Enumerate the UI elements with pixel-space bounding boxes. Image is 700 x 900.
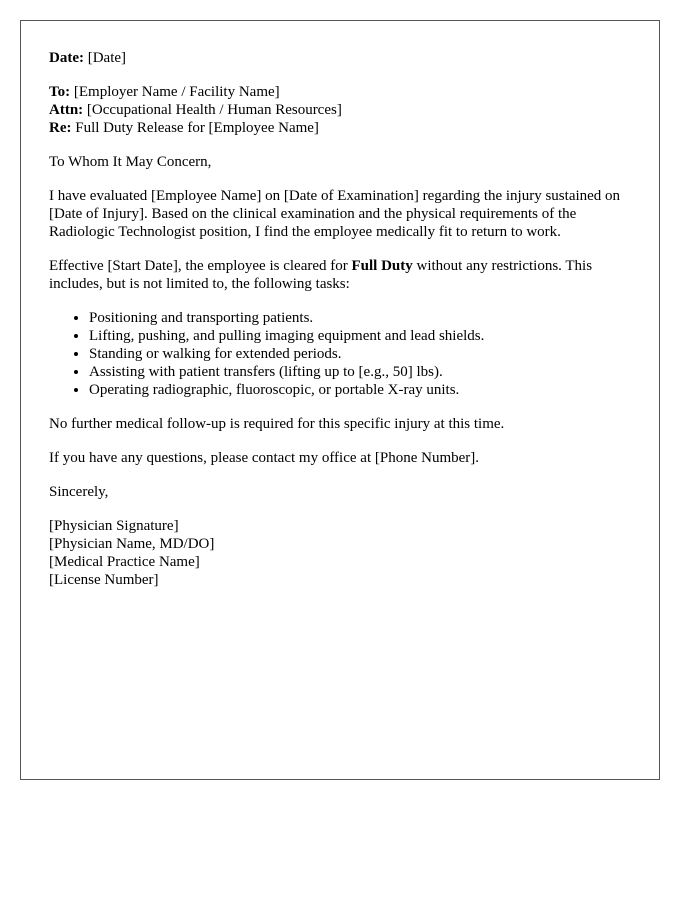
re-line	[49, 119, 639, 137]
list-item: • Positioning and transporting patients.	[89, 309, 639, 327]
attn-line	[49, 101, 639, 119]
date-value: [Date]	[87, 50, 127, 66]
clearance-text-post: without any restrictions. This includes, but is not limited to, the following tasks:	[49, 258, 593, 292]
list-item: • Lifting, pushing, and pulling imaging equipment and lead shields.	[89, 327, 639, 345]
salutation: To Whom It May Concern,	[49, 154, 212, 170]
evaluation-paragraph: I have evaluated [Employee Name] on [Date of Examination] regarding the injury sustained on [Date of Injury]. Based on the clinical examination and the physical requirements of the Radiologic Technologist position, I find the employee medically fit to return to work.	[49, 188, 621, 240]
address-block	[49, 83, 639, 137]
list-item: • Operating radiographic, fluoroscopic, or portable X-ray units.	[89, 381, 639, 399]
license-number-line: [License Number]	[49, 572, 159, 588]
re-value: Full Duty Release for [Employee Name]	[75, 120, 319, 136]
physician-name-line: [Physician Name, MD/DO]	[49, 536, 215, 552]
clearance-paragraph	[49, 257, 639, 293]
attn-value: [Occupational Health / Human Resources]	[86, 102, 342, 118]
list-item: • Standing or walking for extended periods.	[89, 345, 639, 363]
closing: Sincerely,	[49, 484, 109, 500]
follow-up-paragraph: No further medical follow-up is required for this specific injury at this time.	[49, 416, 505, 432]
letter-page	[20, 20, 660, 780]
re-label: Re:	[49, 120, 72, 136]
practice-name-line: [Medical Practice Name]	[49, 554, 200, 570]
letter-body	[49, 49, 639, 605]
clearance-text-pre: Effective [Start Date], the employee is cleared for	[49, 258, 352, 274]
full-duty-emphasis: Full Duty	[351, 258, 413, 274]
to-label: To:	[49, 84, 71, 100]
to-line	[49, 83, 639, 101]
signature-line: [Physician Signature]	[49, 518, 179, 534]
tasks-list	[49, 309, 639, 399]
date-line	[49, 49, 639, 67]
date-label: Date:	[49, 50, 84, 66]
contact-paragraph: If you have any questions, please contact my office at [Phone Number].	[49, 450, 480, 466]
list-item: • Assisting with patient transfers (lifting up to [e.g., 50] lbs).	[89, 363, 639, 381]
to-value: [Employer Name / Facility Name]	[73, 84, 280, 100]
signature-block	[49, 517, 639, 589]
attn-label: Attn:	[49, 102, 84, 118]
